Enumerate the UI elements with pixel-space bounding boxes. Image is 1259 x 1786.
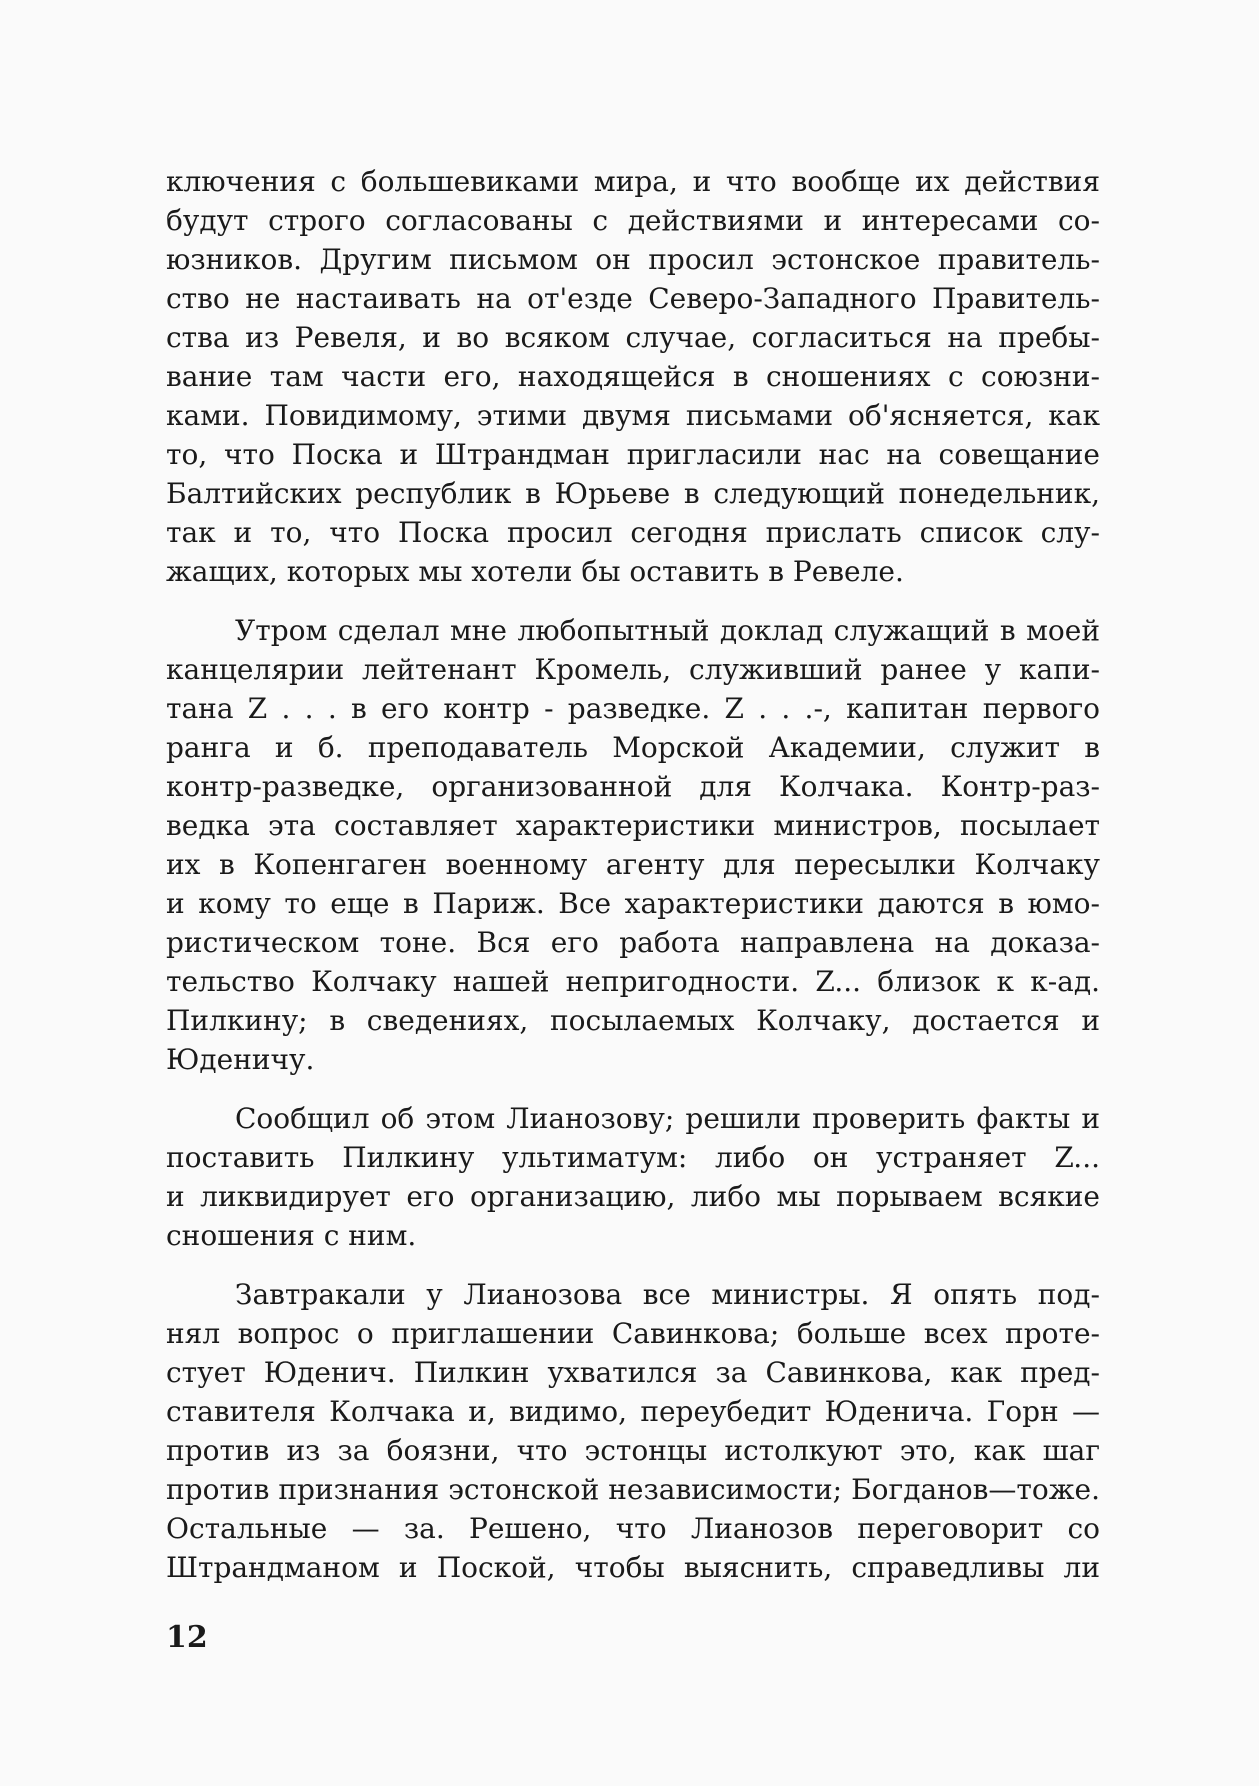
text-line: сношения с ним. bbox=[166, 1219, 417, 1252]
body-text bbox=[166, 162, 1100, 1587]
text-line: будут строго согласованы с действиями и интересами со- bbox=[166, 204, 1100, 237]
page-number: 12 bbox=[166, 1620, 208, 1655]
text-line: Остальные — за. Решено, что Лианозов переговорит со bbox=[166, 1512, 1100, 1545]
text-line: ключения с большевиками мира, и что вообще их действия bbox=[166, 165, 1100, 198]
text-line: канцелярии лейтенант Кромель, служивший ранее у капи- bbox=[166, 653, 1100, 686]
text-line: ками. Повидимому, этими двумя письмами об'ясняется, как bbox=[166, 399, 1100, 432]
text-line: тельство Колчаку нашей непригодности. Z... близок к к-ад. bbox=[166, 965, 1100, 998]
text-line: ранга и б. преподаватель Морской Академии, служит в bbox=[166, 731, 1100, 764]
text-line: Балтийских республик в Юрьеве в следующий понедельник, bbox=[166, 477, 1100, 510]
text-line: Утром сделал мне любопытный доклад служащий в моей bbox=[235, 614, 1100, 647]
text-line: Юденичу. bbox=[166, 1043, 315, 1076]
text-line: тана Z . . . в его контр - разведке. Z . . .-, капитан первого bbox=[166, 692, 1100, 725]
text-line: Сообщил об этом Лианозову; решили проверить факты и bbox=[235, 1102, 1100, 1135]
text-line: против из за боязни, что эстонцы истолкуют это, как шаг bbox=[166, 1434, 1100, 1467]
text-line: ставителя Колчака и, видимо, переубедит Юденича. Горн — bbox=[166, 1395, 1100, 1428]
text-line: контр-разведке, организованной для Колчака. Контр-раз- bbox=[166, 770, 1100, 803]
text-line: нял вопрос о приглашении Савинкова; больше всех проте- bbox=[166, 1317, 1100, 1350]
text-line: то, что Поска и Штрандман пригласили нас на совещание bbox=[166, 438, 1100, 471]
text-line: ведка эта составляет характеристики министров, посылает bbox=[166, 809, 1100, 842]
text-line: Штрандманом и Поской, чтобы выяснить, справедливы ли bbox=[166, 1551, 1100, 1584]
text-line: вание там части его, находящейся в сношениях с союзни- bbox=[166, 360, 1100, 393]
text-line: ства из Ревеля, и во всяком случае, согласиться на пребы- bbox=[166, 321, 1100, 354]
text-line: стует Юденич. Пилкин ухватился за Савинкова, как пред- bbox=[166, 1356, 1100, 1389]
paragraph-3 bbox=[166, 1099, 1100, 1255]
paragraph-1 bbox=[166, 162, 1100, 591]
paragraph-4 bbox=[166, 1275, 1100, 1587]
text-line: против признания эстонской независимости; Богданов—тоже. bbox=[166, 1473, 1100, 1506]
paragraph-2 bbox=[166, 611, 1100, 1079]
text-line: и кому то еще в Париж. Все характеристики даются в юмо- bbox=[166, 887, 1100, 920]
text-line: поставить Пилкину ультиматум: либо он устраняет Z... bbox=[166, 1141, 1100, 1174]
text-line: юзников. Другим письмом он просил эстонское правитель- bbox=[166, 243, 1100, 276]
text-line: Завтракали у Лианозова все министры. Я опять под- bbox=[235, 1278, 1100, 1311]
text-line: ристическом тоне. Вся его работа направлена на доказа- bbox=[166, 926, 1100, 959]
text-line: Пилкину; в сведениях, посылаемых Колчаку, достается и bbox=[166, 1004, 1100, 1037]
text-line: их в Копенгаген военному агенту для пересылки Колчаку bbox=[166, 848, 1100, 881]
text-line: и ликвидирует его организацию, либо мы порываем всякие bbox=[166, 1180, 1100, 1213]
text-line: так и то, что Поска просил сегодня прислать список слу- bbox=[166, 516, 1100, 549]
text-line: жащих, которых мы хотели бы оставить в Ревеле. bbox=[166, 555, 904, 588]
text-line: ство не настаивать на от'езде Северо-Западного Правитель- bbox=[166, 282, 1100, 315]
